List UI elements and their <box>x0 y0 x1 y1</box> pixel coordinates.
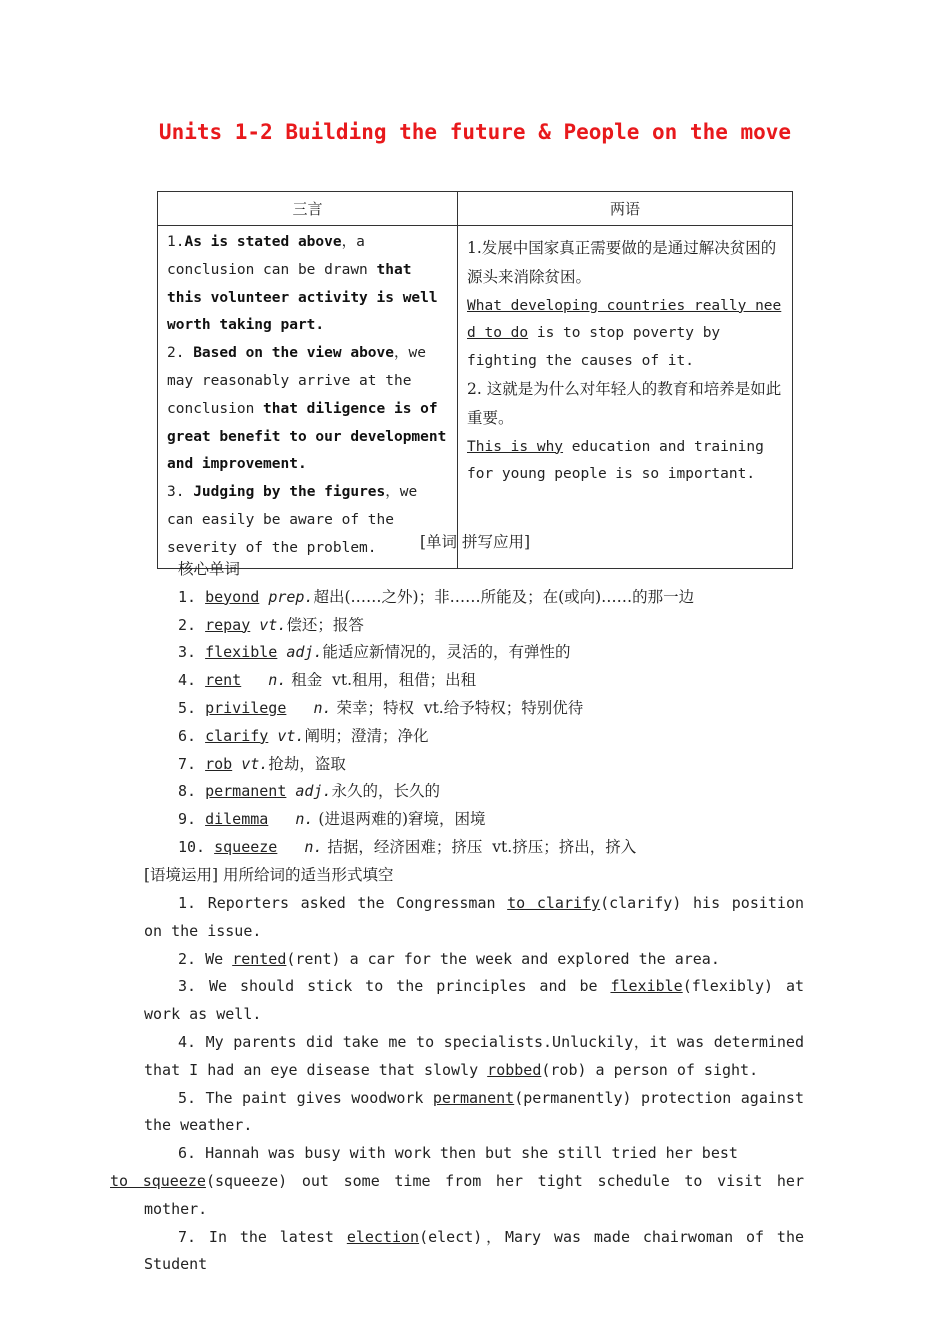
list-item: 3. flexible adj.能适应新情况的，灵活的，有弹性的 <box>178 643 571 662</box>
plain-text: ，we can easily be aware of the severity of the problem. <box>167 484 418 556</box>
plain-text: education and training for young people is so important. <box>467 438 764 483</box>
expression-table <box>157 191 793 569</box>
item-number: 3. <box>167 484 194 501</box>
list-item: 1. beyond prep.超出(……之外)；非……所能及；在(或向)……的那一边 <box>178 587 695 606</box>
page-title: Units 1-2 Building the future & People on the move <box>158 120 792 144</box>
vocab-word: dilemma <box>205 810 269 829</box>
vocab-word: permanent <box>205 782 287 801</box>
vocab-word: flexible <box>205 643 278 662</box>
item-number: 1. <box>167 234 185 250</box>
list-item: 6. clarify vt.阐明；澄清；净化 <box>178 726 429 745</box>
bold-phrase: As is stated above <box>184 234 342 250</box>
list-item: 1. Reporters asked the Congressman to clarify(clarify) his position on the issue. <box>144 894 805 940</box>
vocab-word: privilege <box>205 698 287 717</box>
answer: rented <box>232 949 287 968</box>
vocab-heading: 核心单词 <box>178 560 241 578</box>
item-number: 2. <box>167 345 194 362</box>
chinese-sentence: 2. 这就是为什么对年轻人的教育和培养是如此重要。 <box>467 379 782 427</box>
vocab-word: rob <box>205 754 233 773</box>
list-item: 9. dilemma n. (进退两难的)窘境，困境 <box>178 810 486 829</box>
section-header: [单词 拼写应用] <box>419 533 531 551</box>
list-item: 4. rent n. 租金 vt.租用，租借；出租 <box>178 671 477 690</box>
underlined-phrase: This is why <box>467 438 564 455</box>
list-item: 8. permanent adj.永久的，长久的 <box>178 782 441 801</box>
answer: to clarify <box>507 894 601 912</box>
vocab-word: squeeze <box>214 837 278 856</box>
table-cell-left <box>158 226 458 569</box>
list-item: 6. Hannah was busy with work then but she still tried her best to squeeze(squeeze) out some time from her tight schedule to visit her mother. <box>110 1144 804 1218</box>
table-cell-right <box>458 226 793 569</box>
bold-phrase: Judging by the figures <box>193 484 386 501</box>
exercise-list <box>110 890 805 1279</box>
answer: robbed <box>487 1060 542 1079</box>
vocab-word: clarify <box>205 726 269 745</box>
table-header-left: 三言 <box>158 192 458 226</box>
list-item: 2. repay vt.偿还；报答 <box>178 615 364 634</box>
list-item: 7. In the latest election(elect)，Mary was made chairwoman of the Student <box>144 1227 805 1274</box>
exercise-heading: [语境运用] 用所给词的适当形式填空 <box>144 865 394 884</box>
plain-text: is to stop poverty by fighting the causes of it. <box>467 325 721 370</box>
answer: flexible <box>610 977 683 996</box>
list-item: 7. rob vt.抢劫，盗取 <box>178 754 346 773</box>
vocab-list <box>144 556 695 890</box>
answer: election <box>346 1227 420 1246</box>
bold-phrase: that this volunteer activity is well worth taking part. <box>167 261 438 334</box>
bold-phrase: that diligence is of great benefit to our development and improvement. <box>167 400 447 473</box>
list-item: 5. privilege n. 荣幸；特权 vt.给予特权；特别优待 <box>178 698 584 717</box>
list-item: 3. We should stick to the principles and be flexible(flexibly) at work as well. <box>144 977 805 1024</box>
bold-phrase: Based on the view above <box>193 345 394 362</box>
table-header-right: 两语 <box>458 192 793 226</box>
chinese-sentence: 1.发展中国家真正需要做的是通过解决贫困的源头来消除贫困。 <box>467 239 777 286</box>
vocab-word: rent <box>205 671 242 690</box>
vocab-word: beyond <box>205 587 260 606</box>
list-item: 5. The paint gives woodwork permanent(permanently) protection against the weather. <box>144 1088 804 1135</box>
list-item: 10. squeeze n. 拮据，经济困难；挤压 vt.挤压；挤出，挤入 <box>178 837 637 856</box>
vocab-word: repay <box>205 615 251 634</box>
list-item: 2. We rented(rent) a car for the week and explored the area. <box>178 949 720 968</box>
plain-text: ，we may reasonably arrive at the conclusion <box>167 345 426 417</box>
plain-text: ，a conclusion can be drawn <box>167 234 377 278</box>
answer: permanent <box>432 1088 515 1107</box>
answer: to squeeze <box>110 1171 206 1190</box>
list-item: 4. My parents did take me to specialists.Unluckily，it was determined that I had an eye disease that slowly robbed(rob) a person of sight. <box>144 1032 804 1079</box>
underlined-phrase: What developing countries really need to do <box>467 297 782 342</box>
